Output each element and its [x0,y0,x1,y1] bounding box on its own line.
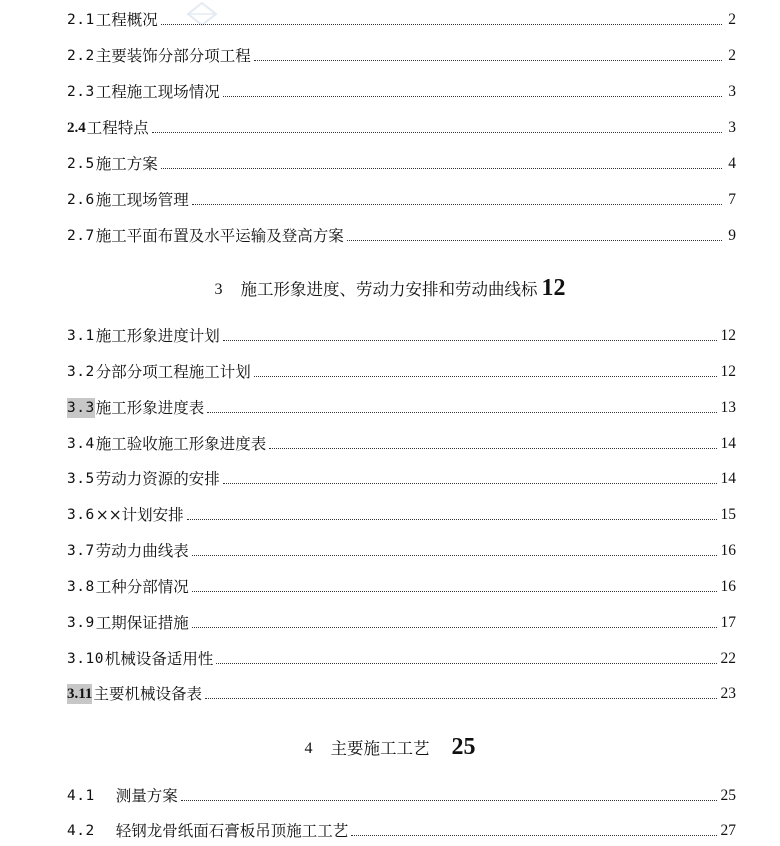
toc-entry-2-6[interactable] [67,188,736,210]
toc-heading-3[interactable] [0,268,780,302]
toc-entry-3-2[interactable] [67,360,736,382]
toc-entry-2-1[interactable] [67,8,736,30]
toc-leader-dots [192,555,717,556]
toc-leader-dots [161,168,722,169]
toc-entry-number: 3.8 [67,579,95,595]
toc-entry-page: 9 [728,227,736,244]
toc-entry-number: 3.10 [67,651,104,667]
toc-entry-number: 3.7 [67,543,95,559]
toc-entry-number: 2.7 [67,228,95,244]
toc-entry-number: 2.4 [67,120,86,136]
toc-leader-dots [254,60,722,61]
toc-heading-4[interactable] [0,727,780,761]
toc-entry-title: 施工形象进度计划 [95,327,220,345]
toc-leader-dots [347,240,722,241]
toc-entry-number: 2.5 [67,156,95,172]
toc-entry-page: 12 [720,363,736,380]
heading-number: 3 [214,281,223,298]
toc-entry-page: 22 [720,650,736,667]
toc-leader-dots [181,800,717,801]
toc-entry-number: 2.2 [67,48,95,64]
toc-leader-dots [223,96,722,97]
toc-entry-3-3[interactable] [67,396,736,418]
toc-entry-title: 劳动力曲线表 [95,542,189,560]
toc-entry-page: 7 [728,191,736,208]
heading-page: 12 [541,275,566,301]
toc-entry-3-9[interactable] [67,611,736,633]
toc-entry-title: 测量方案 [115,787,178,805]
toc-leader-dots [254,376,717,377]
toc-entry-page: 27 [720,822,736,839]
toc-entry-page: 2 [728,47,736,64]
toc-entry-page: 17 [720,614,736,631]
toc-entry-page: 2 [728,11,736,28]
toc-leader-dots [216,663,716,664]
toc-leader-dots [223,340,717,341]
toc-entry-title: 轻钢龙骨纸面石膏板吊顶施工工艺 [115,822,349,840]
toc-entry-number: 3.1 [67,328,95,344]
toc-entry-title: 施工验收施工形象进度表 [95,435,267,453]
toc-leader-dots [161,24,722,25]
toc-entry-3-5[interactable] [67,467,736,489]
toc-entry-title: 工程特点 [86,119,149,137]
toc-entry-page: 4 [728,155,736,172]
toc-entry-number: 3.5 [67,471,95,487]
toc-entry-page: 12 [720,327,736,344]
toc-entry-number: 3.2 [67,364,95,380]
toc-entry-page: 3 [728,119,736,136]
toc-leader-dots [223,483,717,484]
toc-entry-title: 工程施工现场情况 [95,83,220,101]
toc-entry-title: 施工现场管理 [95,191,189,209]
toc-entry-number-highlighted: 3.3 [67,400,95,416]
toc-entry-number-highlighted: 3.11 [67,686,93,702]
toc-entry-2-2[interactable] [67,44,736,66]
heading-title: 主要施工工艺 [330,739,430,758]
toc-leader-dots [192,204,722,205]
toc-leader-dots [192,627,717,628]
toc-entry-page: 13 [720,399,736,416]
toc-entry-title: 劳动力资源的安排 [95,470,220,488]
toc-entry-title: 机械设备适用性 [104,650,214,668]
toc-entry-number: 3.6 [67,507,95,523]
toc-entry-title: 主要机械设备表 [93,685,202,703]
toc-entry-page: 16 [720,578,736,595]
toc-leader-dots [152,132,722,133]
toc-entry-page: 25 [720,787,736,804]
toc-entry-3-10[interactable] [67,647,736,669]
toc-entry-title: 分部分项工程施工计划 [95,363,251,381]
toc-entry-3-1[interactable] [67,324,736,346]
heading-page: 25 [451,734,476,760]
toc-entry-3-4[interactable] [67,432,736,454]
toc-entry-number: 4.2 [67,823,95,839]
toc-entry-2-4[interactable] [67,116,736,138]
toc-entry-4-1[interactable] [67,784,736,806]
toc-entry-number: 2.6 [67,192,95,208]
toc-entry-2-3[interactable] [67,80,736,102]
toc-entry-number: 2.3 [67,84,95,100]
toc-entry-page: 14 [720,435,736,452]
toc-entry-number: 2.1 [67,12,95,28]
toc-entry-title: 施工形象进度表 [95,399,205,417]
toc-entry-page: 3 [728,83,736,100]
toc-entry-title: 施工平面布置及水平运输及登高方案 [95,227,344,245]
heading-title: 施工形象进度、劳动力安排和劳动曲线标 [240,280,538,299]
toc-leader-dots [192,591,717,592]
toc-entry-page: 14 [720,470,736,487]
toc-entry-3-8[interactable] [67,575,736,597]
toc-leader-dots [207,412,716,413]
toc-entry-page: 15 [720,506,736,523]
heading-number: 4 [304,740,313,757]
toc-entry-title: 施工方案 [95,155,158,173]
toc-entry-2-7[interactable] [67,224,736,246]
toc-leader-dots [187,519,717,520]
toc-entry-4-2[interactable] [67,819,736,841]
toc-entry-title: 工种分部情况 [95,578,189,596]
toc-entry-number: 4.1 [67,788,95,804]
toc-leader-dots [205,698,717,699]
toc-entry-3-6[interactable] [67,503,736,525]
toc-entry-page: 23 [720,685,736,702]
toc-entry-2-5[interactable] [67,152,736,174]
toc-entry-title: 工期保证措施 [95,614,189,632]
toc-entry-page: 16 [720,542,736,559]
toc-entry-number: 3.9 [67,615,95,631]
toc-entry-3-7[interactable] [67,539,736,561]
toc-entry-title: 工程概况 [95,11,158,29]
toc-entry-title: ××计划安排 [95,506,184,524]
toc-leader-dots [269,448,716,449]
toc-entry-title: 主要装饰分部分项工程 [95,47,251,65]
toc-leader-dots [351,835,716,836]
toc-entry-number: 3.4 [67,436,95,452]
toc-entry-3-11[interactable] [67,682,736,704]
